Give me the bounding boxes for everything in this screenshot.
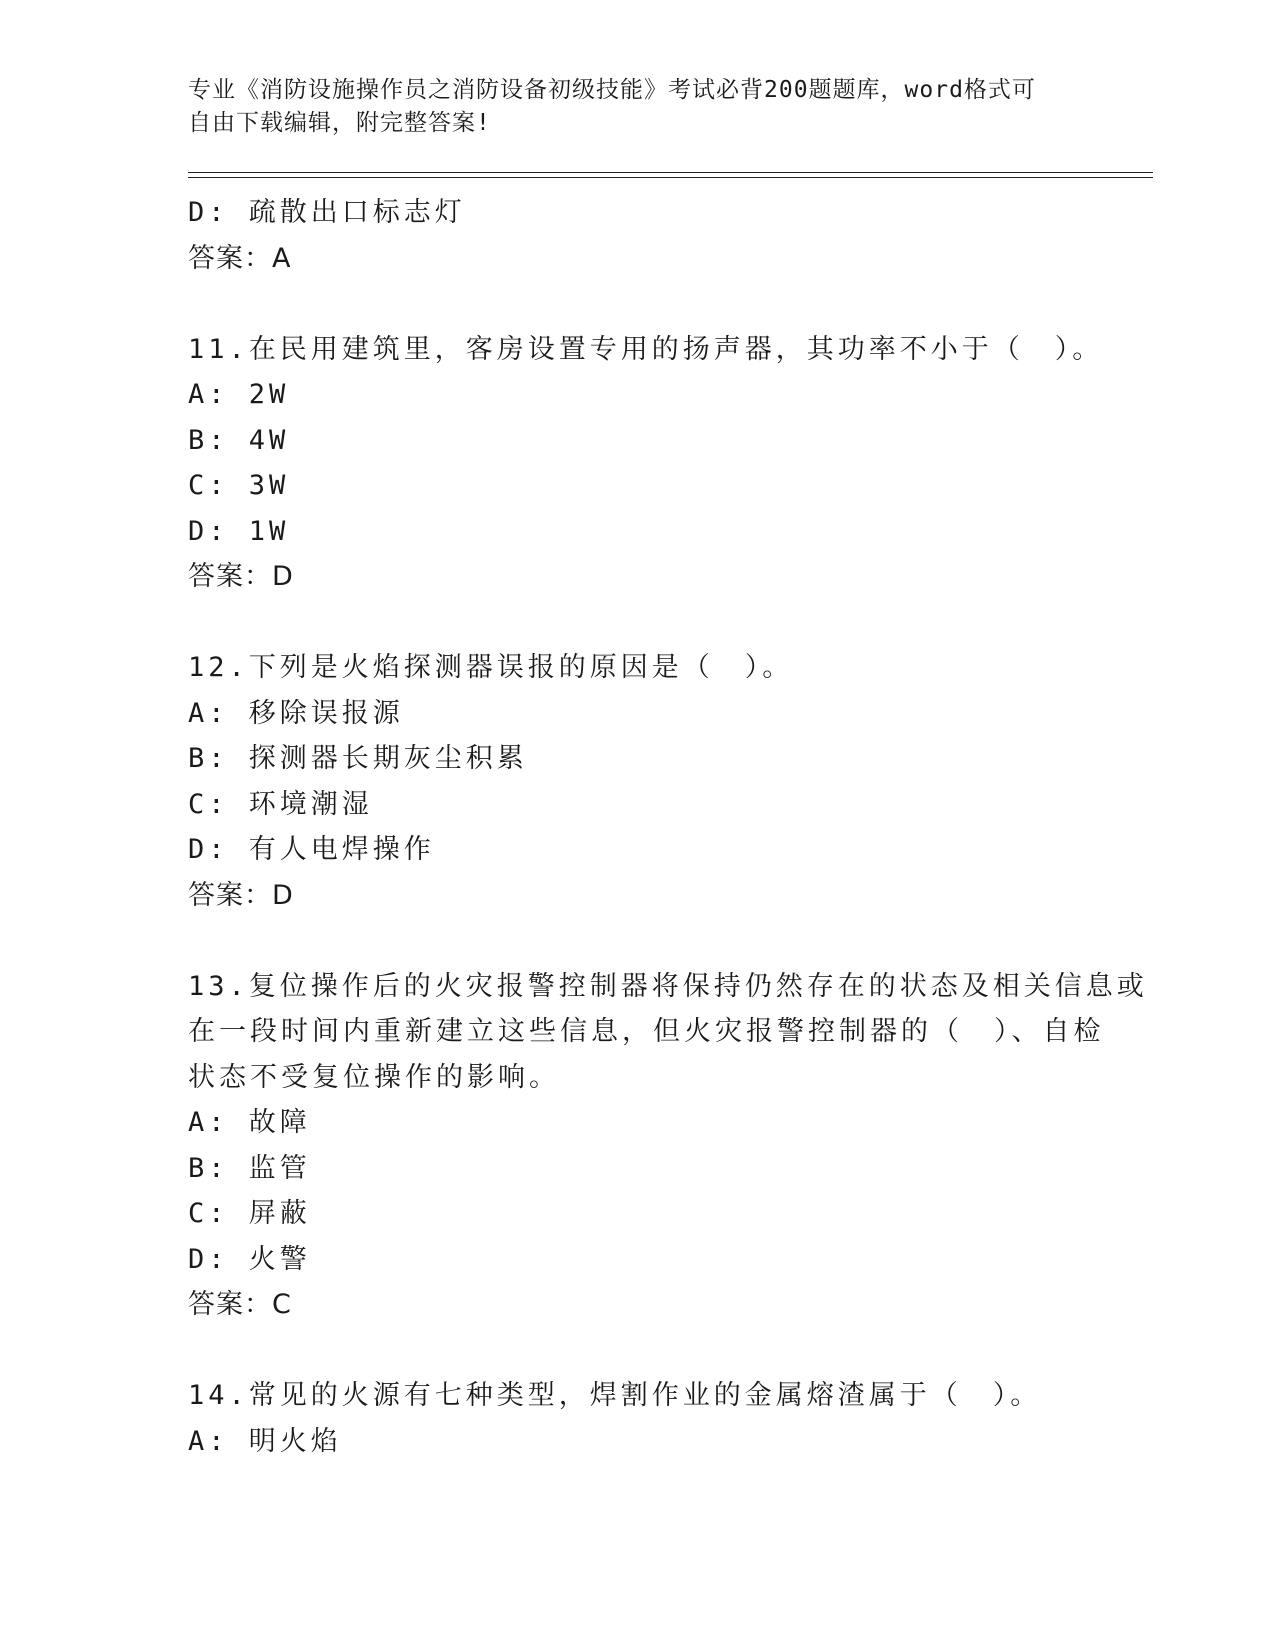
option-d: D: 火警 xyxy=(188,1243,311,1275)
question-text-line-2: 在一段时间内重新建立这些信息，但火灾报警控制器的（ ）、自检 xyxy=(188,1016,1105,1047)
option-c: C: 屏蔽 xyxy=(188,1198,311,1229)
question-text-line-3: 状态不受复位操作的影响。 xyxy=(188,1061,560,1093)
header-line-1: 专业《消防设施操作员之消防设备初级技能》考试必背200题题库，word格式可 xyxy=(188,77,1036,103)
document-header xyxy=(188,74,1068,140)
option-d: D: 疏散出口标志灯 xyxy=(188,197,466,228)
option-d: D: 有人电焊操作 xyxy=(188,834,435,865)
spacer xyxy=(188,1328,1088,1374)
question-text: 12.下列是火焰探测器误报的原因是（ ）。 xyxy=(188,652,794,683)
answer: 答案：C xyxy=(188,1289,292,1320)
header-line-2: 自由下载编辑，附完整答案! xyxy=(188,110,491,136)
option-a: A: 2W xyxy=(188,379,290,410)
spacer xyxy=(188,918,1088,964)
header-rule-top xyxy=(188,172,1153,173)
option-a: A: 移除误报源 xyxy=(188,697,404,729)
answer: 答案：D xyxy=(188,879,294,911)
question-12 xyxy=(188,645,1088,918)
question-13 xyxy=(188,964,1148,1328)
question-10-fragment xyxy=(188,190,1088,281)
question-text-line-1: 13.复位操作后的火灾报警控制器将保持仍然存在的状态及相关信息或 xyxy=(188,970,1148,1002)
question-list xyxy=(188,190,1148,1464)
option-a: A: 明火焰 xyxy=(188,1425,342,1457)
question-text: 11.在民用建筑里，客房设置专用的扬声器，其功率不小于（ ）。 xyxy=(188,333,1104,365)
option-a: A: 故障 xyxy=(188,1107,311,1138)
answer: 答案：A xyxy=(188,242,292,274)
option-c: C: 环境潮湿 xyxy=(188,788,373,820)
option-b: B: 监管 xyxy=(188,1152,311,1184)
header-rule-bottom xyxy=(188,177,1153,178)
question-text: 14.常见的火源有七种类型，焊割作业的金属熔渣属于（ ）。 xyxy=(188,1380,1042,1411)
answer: 答案：D xyxy=(188,561,294,592)
spacer xyxy=(188,600,1088,646)
option-d: D: 1W xyxy=(188,515,290,547)
spacer xyxy=(188,281,1088,327)
question-14 xyxy=(188,1373,1088,1464)
question-11 xyxy=(188,327,1104,600)
option-b: B: 探测器长期灰尘积累 xyxy=(188,743,528,774)
option-c: C: 3W xyxy=(188,470,290,501)
option-b: B: 4W xyxy=(188,424,290,456)
